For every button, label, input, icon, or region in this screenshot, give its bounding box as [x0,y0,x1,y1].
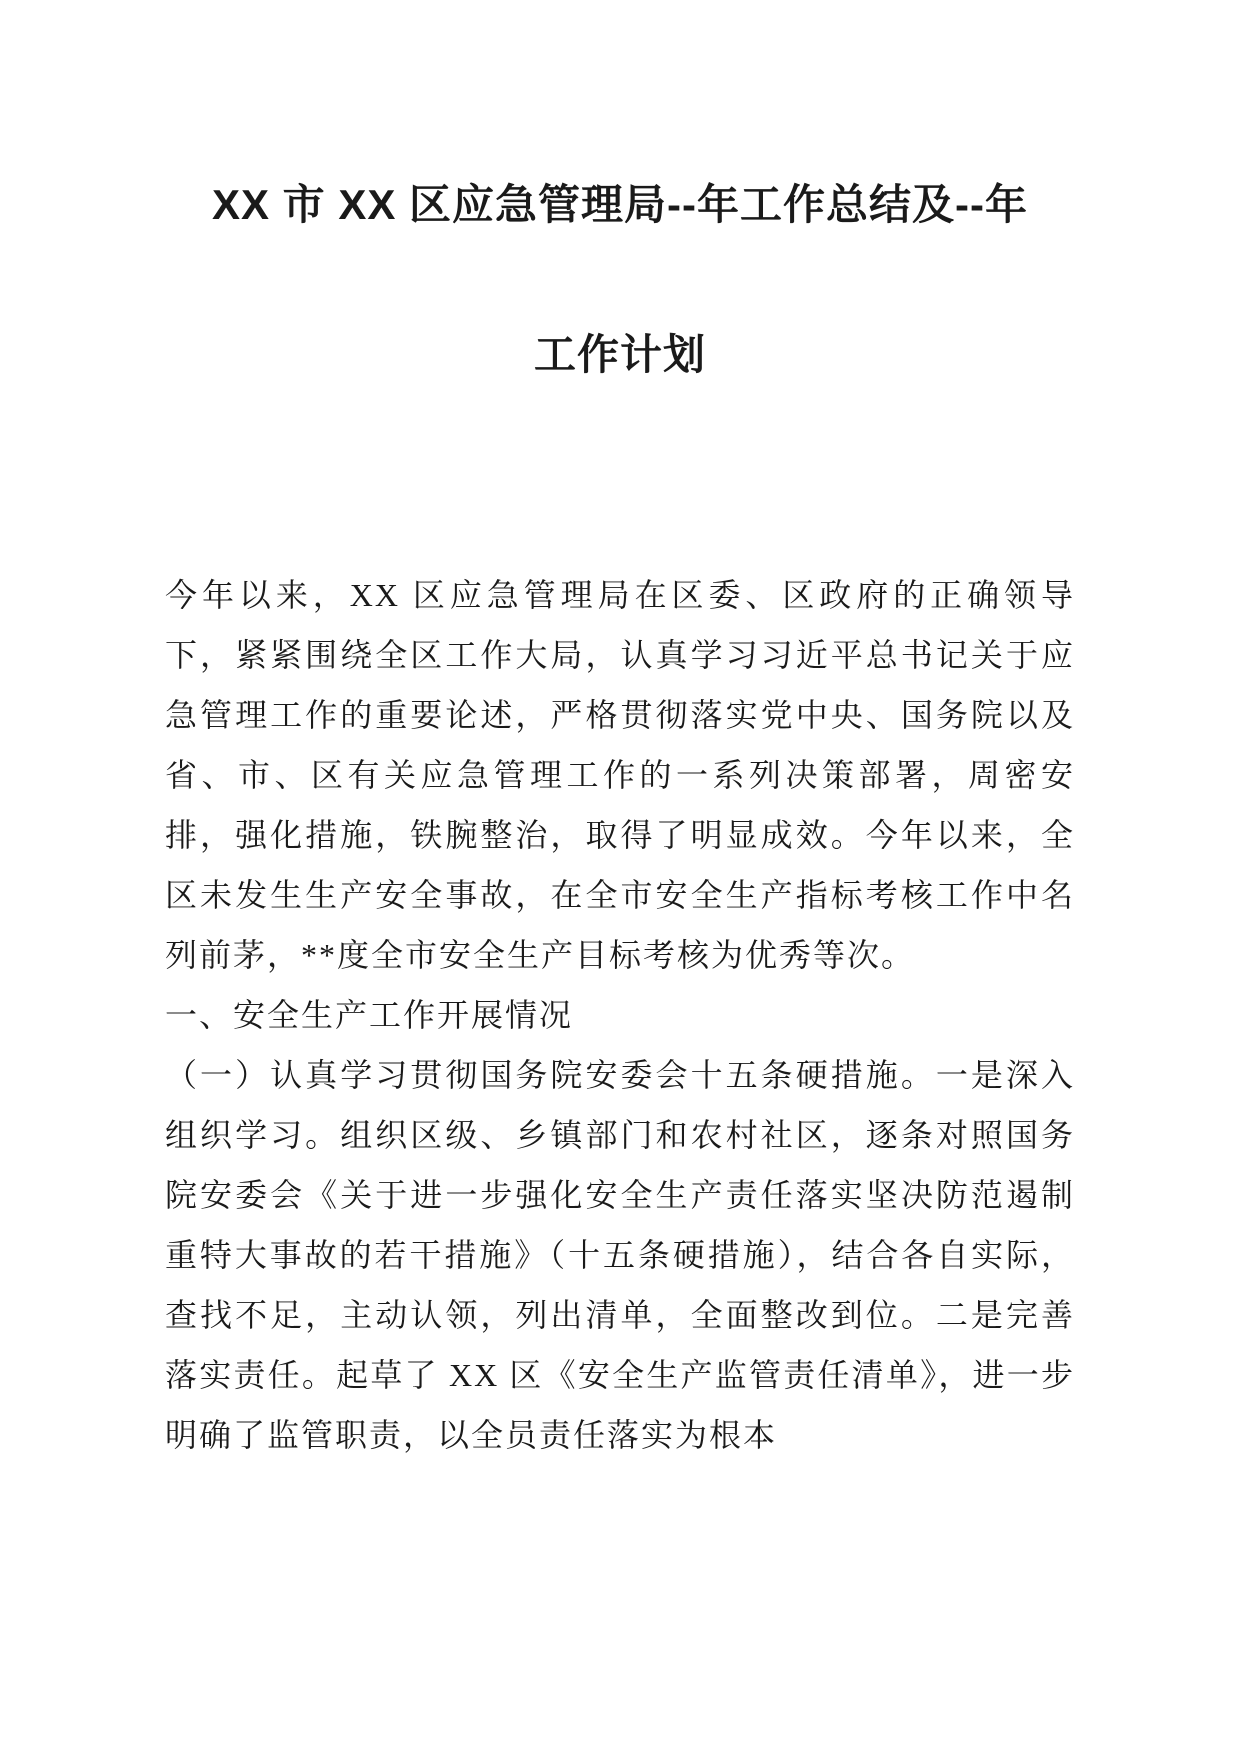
document-body [165,565,1075,1465]
document-title-line-2: 工作计划 [533,331,706,378]
section-heading-1: 一、安全生产工作开展情况 [165,997,574,1033]
paragraph-intro: 今年以来，XX 区应急管理局在区委、区政府的正确领导下，紧紧围绕全区工作大局，认真学习习近平总书记关于应急管理工作的重要论述，严格贯彻落实党中央、国务院以及省、市、区有关应急管理工作的一系列决策部署，周密安排，强化措施，铁腕整治，取得了明显成效。今年以来，全区未发生生产安全事故，在全市安全生产指标考核工作中名列前茅，**度全市安全生产目标考核为优秀等次。 [165,577,1075,973]
paragraph-section-1-1: （一）认真学习贯彻国务院安委会十五条硬措施。一是深入组织学习。组织区级、乡镇部门和农村社区，逐条对照国务院安委会《关于进一步强化安全生产责任落实坚决防范遏制重特大事故的若干措施》（十五条硬措施），结合各自实际，查找不足，主动认领，列出清单，全面整改到位。二是完善落实责任。起草了 XX 区《安全生产监管责任清单》，进一步明确了监管职责，以全员责任落实为根本 [165,1057,1075,1453]
document-title [165,130,1075,430]
document-title-line-1: XX 市 XX 区应急管理局--年工作总结及--年 [211,181,1028,228]
